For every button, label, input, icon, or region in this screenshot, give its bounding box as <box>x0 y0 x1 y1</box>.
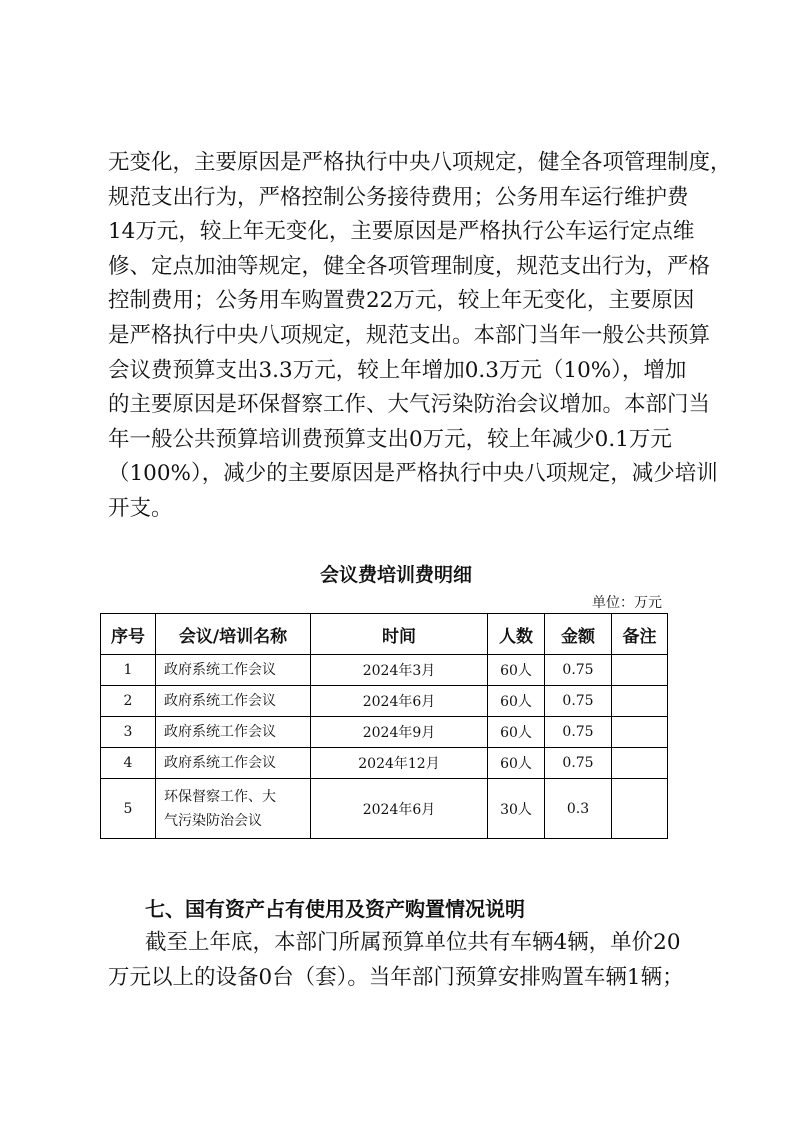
cell-amount: 0.75 <box>545 717 612 748</box>
cell-name <box>156 779 311 839</box>
section-heading: 七、国有资产占有使用及资产购置情况说明 <box>145 897 525 921</box>
cell-note <box>612 748 668 779</box>
cell-time: 2024年6月 <box>311 779 488 839</box>
table-row <box>101 655 668 686</box>
cell-name-line: 环保督察工作、大 <box>164 788 276 805</box>
paragraph-line: 的主要原因是环保督察工作、大气污染防治会议增加。本部门当 <box>108 392 711 418</box>
cell-name: 政府系统工作会议 <box>156 686 311 717</box>
col-header-no: 序号 <box>101 614 156 655</box>
cell-time: 2024年12月 <box>311 748 488 779</box>
cell-name-line: 气污染防治会议 <box>164 812 262 829</box>
cell-no: 3 <box>101 717 156 748</box>
cell-note <box>612 655 668 686</box>
cell-amount: 0.3 <box>545 779 612 839</box>
cell-note <box>612 779 668 839</box>
table-row <box>101 686 668 717</box>
table-row <box>101 779 668 839</box>
paragraph-line: （100%），减少的主要原因是严格执行中央八项规定，减少培训 <box>108 461 718 487</box>
cell-people: 30人 <box>488 779 545 839</box>
paragraph-line: 规范支出行为，严格控制公务接待费用；公务用车运行维护费 <box>108 184 689 210</box>
paragraph-line: 无变化，主要原因是严格执行中央八项规定，健全各项管理制度， <box>108 150 732 175</box>
section-paragraph <box>108 926 691 995</box>
paragraph-line: 截至上年底，本部门所属预算单位共有车辆4辆，单价20 <box>145 930 681 955</box>
paragraph-line: 14万元，较上年无变化，主要原因是严格执行公车运行定点维 <box>108 219 695 245</box>
cell-time: 2024年9月 <box>311 717 488 748</box>
cell-name: 政府系统工作会议 <box>156 748 311 779</box>
paragraph-line: 开支。 <box>108 495 173 521</box>
cell-amount: 0.75 <box>545 748 612 779</box>
paragraph-line: 年一般公共预算培训费预算支出0万元，较上年减少0.1万元 <box>108 426 672 452</box>
cell-amount: 0.75 <box>545 655 612 686</box>
cell-note <box>612 686 668 717</box>
cell-time: 2024年3月 <box>311 655 488 686</box>
table-row <box>101 748 668 779</box>
table-title: 会议费培训费明细 <box>319 564 472 586</box>
cell-amount: 0.75 <box>545 686 612 717</box>
paragraph-line: 控制费用；公务用车购置费22万元，较上年无变化，主要原因 <box>108 288 695 314</box>
col-header-people: 人数 <box>488 614 545 655</box>
table-unit: 单位：万元 <box>592 595 662 611</box>
cell-no: 5 <box>101 779 156 839</box>
cell-no: 4 <box>101 748 156 779</box>
meeting-training-table <box>100 613 668 839</box>
paragraph-line: 是严格执行中央八项规定，规范支出。本部门当年一般公共预算 <box>108 322 711 348</box>
cell-no: 2 <box>101 686 156 717</box>
table-row <box>101 717 668 748</box>
cell-name: 政府系统工作会议 <box>156 655 311 686</box>
cell-people: 60人 <box>488 748 545 779</box>
col-header-time: 时间 <box>311 614 488 655</box>
paragraph-line: 会议费预算支出3.3万元，较上年增加0.3万元（10%），增加 <box>108 357 687 383</box>
body-paragraph <box>108 146 732 527</box>
cell-note <box>612 717 668 748</box>
paragraph-line: 修、定点加油等规定，健全各项管理制度，规范支出行为，严格 <box>108 253 711 279</box>
cell-time: 2024年6月 <box>311 686 488 717</box>
cell-no: 1 <box>101 655 156 686</box>
col-header-amount: 金额 <box>545 614 612 655</box>
col-header-note: 备注 <box>612 614 668 655</box>
table-header-row <box>101 614 668 655</box>
cell-name: 政府系统工作会议 <box>156 717 311 748</box>
cell-people: 60人 <box>488 717 545 748</box>
cell-people: 60人 <box>488 655 545 686</box>
col-header-name: 会议/培训名称 <box>156 614 311 655</box>
paragraph-line: 万元以上的设备0台（套）。当年部门预算安排购置车辆1辆； <box>108 964 684 990</box>
cell-people: 60人 <box>488 686 545 717</box>
